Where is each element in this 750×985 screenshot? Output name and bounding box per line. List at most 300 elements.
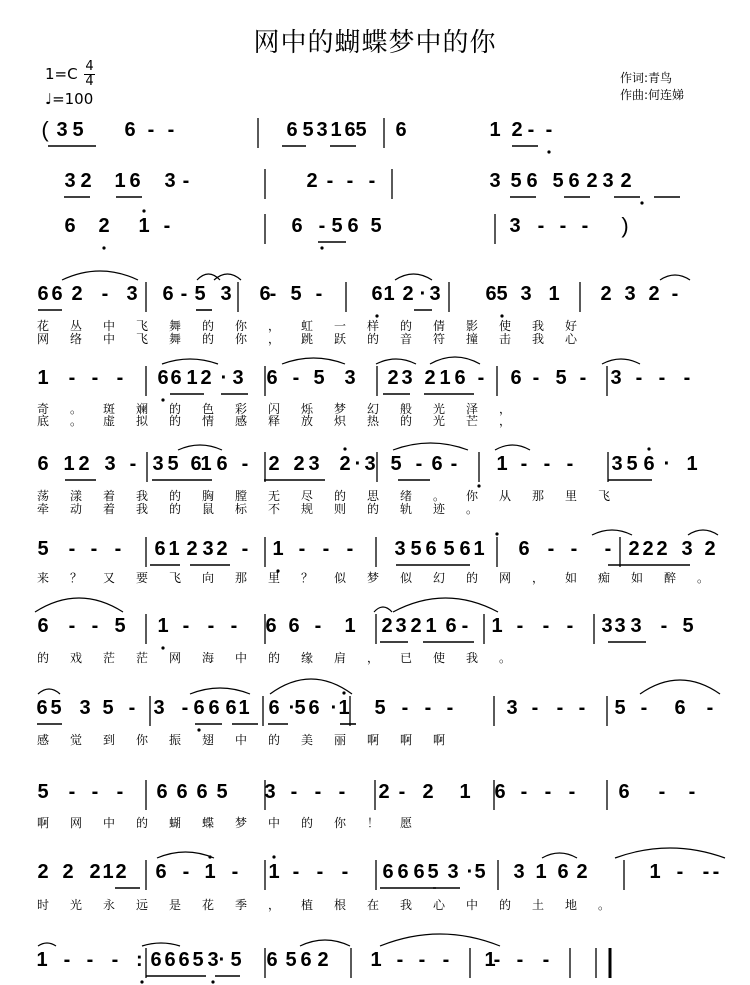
note: 5 (682, 615, 694, 637)
dotted-rhythm: · (220, 367, 228, 389)
extension-dash: - (424, 697, 432, 719)
note: 6 (288, 615, 300, 637)
slur-arc (300, 940, 350, 946)
note: 2 (293, 453, 305, 475)
extension-dash: - (442, 949, 450, 971)
extension-dash: - (578, 697, 586, 719)
extension-dash: - (545, 119, 553, 141)
octave-dot (211, 980, 214, 983)
slur-arc (430, 357, 480, 364)
slur-arc (197, 274, 220, 280)
time-numerator: 4 (85, 59, 94, 74)
extension-dash: - (86, 949, 94, 971)
octave-dot (640, 201, 643, 204)
note: 5 (302, 119, 314, 141)
note: 1 (383, 283, 395, 305)
extension-dash: - (676, 861, 684, 883)
extension-dash: - (68, 538, 76, 560)
note: 2 (410, 615, 422, 637)
lyric-line-1: 的戏茫茫网海中的缘肩，已使我。 (37, 651, 533, 665)
note: 2 (317, 949, 329, 971)
note: 6 (459, 538, 471, 560)
note: 5 (410, 538, 422, 560)
extension-dash: - (180, 283, 188, 305)
note: 5 (290, 283, 302, 305)
note: 2 (381, 615, 393, 637)
note: 3 (126, 283, 138, 305)
note: 2 (200, 367, 212, 389)
note: 6 (308, 697, 320, 719)
note: 6 (291, 215, 303, 237)
note: 1 (114, 170, 126, 192)
extension-dash: - (544, 781, 552, 803)
key-signature: 1=C (45, 65, 78, 83)
note: 3 (64, 170, 76, 192)
octave-dot (161, 646, 164, 649)
note: 6 (425, 538, 437, 560)
slur-arc (38, 943, 56, 946)
note: 3 (601, 615, 613, 637)
note: 6 (568, 170, 580, 192)
extension-dash: - (290, 781, 298, 803)
extension-dash: - (147, 119, 155, 141)
note: 3 (509, 215, 521, 237)
slur-arc (38, 689, 60, 694)
extension-dash: - (418, 949, 426, 971)
extension-dash: - (556, 697, 564, 719)
note: 6 (64, 215, 76, 237)
note: 6 (157, 367, 169, 389)
lyric-line-1: 荡漾着我的胸膛无尽的思绪。你从那里飞 (37, 489, 632, 503)
extension-dash: - (292, 861, 300, 883)
slur-arc (142, 943, 180, 946)
extension-dash: - (660, 615, 668, 637)
extension-dash: - (91, 781, 99, 803)
note: 3 (104, 453, 116, 475)
note: ( (41, 117, 49, 142)
note: 2 (339, 453, 351, 475)
note: 6 (155, 861, 167, 883)
slur-arc (282, 358, 345, 364)
note: 3 (611, 453, 623, 475)
note: 1 (489, 119, 501, 141)
note: 6 (485, 283, 497, 305)
note: 2 (402, 283, 414, 305)
slur-arc (495, 445, 530, 450)
slur-arc (157, 852, 214, 858)
note: 3 (520, 283, 532, 305)
dotted-rhythm: · (354, 453, 362, 475)
note: 1 (238, 697, 250, 719)
note: 6 (413, 861, 425, 883)
extension-dash: - (68, 367, 76, 389)
dotted-rhythm: · (466, 861, 474, 883)
note: 3 (207, 949, 219, 971)
note: 5 (194, 283, 206, 305)
extension-dash: - (114, 538, 122, 560)
note: 6 (37, 453, 49, 475)
note: 2 (80, 170, 92, 192)
extension-dash: - (396, 949, 404, 971)
octave-dot (500, 314, 503, 317)
note: 6 (347, 215, 359, 237)
note: 5 (192, 949, 204, 971)
note: 3 (602, 170, 614, 192)
note: 6 (208, 697, 220, 719)
extension-dash: - (68, 781, 76, 803)
note: 6 (300, 949, 312, 971)
slur-arc (178, 445, 222, 450)
note: 5 (390, 453, 402, 475)
extension-dash: - (318, 215, 326, 237)
note: 3 (264, 781, 276, 803)
note: 5 (474, 861, 486, 883)
note: 1 (548, 283, 560, 305)
note: 1 (484, 949, 496, 971)
slur-arc (380, 934, 500, 946)
note: 6 (494, 781, 506, 803)
extension-dash: - (542, 949, 550, 971)
note: 5 (443, 538, 455, 560)
note: 3 (394, 538, 406, 560)
extension-dash: - (688, 781, 696, 803)
note: 1 (200, 453, 212, 475)
note: 6 (176, 781, 188, 803)
slur-arc (190, 688, 250, 694)
note: 2 (306, 170, 318, 192)
extension-dash: - (269, 283, 277, 305)
lyric-line-1: 花丛中飞舞的你，虹一样的倩影使我好 (37, 319, 599, 333)
note: 6 (344, 119, 356, 141)
extension-dash: - (314, 615, 322, 637)
extension-dash: - (167, 119, 175, 141)
note: 3 (364, 453, 376, 475)
extension-dash: - (322, 538, 330, 560)
slur-arc (393, 443, 468, 450)
extension-dash: - (128, 697, 136, 719)
slur-arc (688, 530, 718, 535)
note: 5 (72, 119, 84, 141)
extension-dash: - (706, 697, 714, 719)
note: 6 (643, 453, 655, 475)
note: 2 (422, 781, 434, 803)
extension-dash: - (101, 283, 109, 305)
note: 5 (37, 781, 49, 803)
note: 5 (331, 215, 343, 237)
note: 5 (370, 215, 382, 237)
extension-dash: - (182, 615, 190, 637)
extension-dash: - (415, 453, 423, 475)
slur-arc (393, 598, 498, 612)
note: 5 (50, 697, 62, 719)
note: 3 (624, 283, 636, 305)
note: 1 (204, 861, 216, 883)
octave-dot (272, 855, 275, 858)
dotted-rhythm: · (663, 453, 671, 475)
note: 5 (285, 949, 297, 971)
extension-dash: - (604, 538, 612, 560)
extension-dash: - (658, 367, 666, 389)
note: 1 (686, 453, 698, 475)
tempo-marking: ♩=100 (45, 90, 94, 108)
slur-arc (62, 271, 138, 280)
note: 6 (618, 781, 630, 803)
extension-dash: - (182, 170, 190, 192)
note: 6 (124, 119, 136, 141)
note: : (136, 949, 143, 971)
dotted-rhythm: · (419, 283, 427, 305)
composer-credit: 作曲:何连娣 (620, 88, 685, 102)
note: 1 (102, 861, 114, 883)
note: 1 (268, 861, 280, 883)
extension-dash: - (547, 538, 555, 560)
note: 3 (79, 697, 91, 719)
note: 3 (513, 861, 525, 883)
extension-dash: - (531, 697, 539, 719)
note: 6 (129, 170, 141, 192)
extension-dash: - (527, 119, 535, 141)
note: 3 (489, 170, 501, 192)
slur-arc (35, 598, 123, 612)
note: 5 (510, 170, 522, 192)
note: 6 (150, 949, 162, 971)
extension-dash: - (346, 170, 354, 192)
song-title: 网中的蝴蝶梦中的你 (253, 28, 497, 58)
note: ) (621, 213, 629, 238)
lyric-line-2: 底。虚拟的情感释放炽热的光芒， (37, 414, 533, 428)
lyric-line-2: 网络中飞舞的你，跳跃的音符撞击我心 (37, 332, 599, 346)
extension-dash: - (520, 453, 528, 475)
note: 3 (164, 170, 176, 192)
note: 3 (447, 861, 459, 883)
note: 2 (115, 861, 127, 883)
octave-dot (343, 447, 346, 450)
note: 3 (316, 119, 328, 141)
note: 6 (190, 453, 202, 475)
note: 2 (71, 283, 83, 305)
note: 2 (387, 367, 399, 389)
note: 3 (232, 367, 244, 389)
note: 3 (152, 453, 164, 475)
extension-dash: - (570, 538, 578, 560)
extension-dash: - (68, 615, 76, 637)
extension-dash: - (292, 367, 300, 389)
note: 1 (425, 615, 437, 637)
extension-dash: - (568, 781, 576, 803)
extension-dash: - (450, 453, 458, 475)
extension-dash: - (91, 615, 99, 637)
extension-dash: - (579, 367, 587, 389)
note: 5 (216, 781, 228, 803)
extension-dash: - (163, 215, 171, 237)
note: 3 (202, 538, 214, 560)
note: 1 (496, 453, 508, 475)
extension-dash: - (181, 697, 189, 719)
note: 6 (445, 615, 457, 637)
extension-dash: - (111, 949, 119, 971)
slur-arc (395, 274, 432, 280)
note: 6 (431, 453, 443, 475)
note: 1 (473, 538, 485, 560)
octave-dot (197, 728, 200, 731)
note: 6 (266, 949, 278, 971)
extension-dash: - (640, 697, 648, 719)
note: 1 (36, 949, 48, 971)
slur-arc (640, 680, 720, 694)
note: 6 (397, 861, 409, 883)
note: 3 (681, 538, 693, 560)
extension-dash: - (398, 781, 406, 803)
lyric-line-1: 啊网中的蝴蝶梦中的你！愿 (37, 816, 434, 830)
note: 3 (506, 697, 518, 719)
note: 2 (704, 538, 716, 560)
extension-dash: - (477, 367, 485, 389)
slur-arc (615, 848, 725, 858)
note: 3 (401, 367, 413, 389)
slur-arc (592, 530, 632, 535)
note: 3 (220, 283, 232, 305)
note: 6 (286, 119, 298, 141)
note: 5 (294, 697, 306, 719)
note: 3 (429, 283, 441, 305)
lyric-line-1: 感觉到你振翅中的美丽啊啊啊 (37, 733, 467, 747)
note: 2 (620, 170, 632, 192)
note: 2 (78, 453, 90, 475)
extension-dash: - (516, 949, 524, 971)
note: 2 (37, 861, 49, 883)
note: 6 (265, 615, 277, 637)
note: 6 (51, 283, 63, 305)
lyric-line-1: 来？又要飞向那里？似梦似幻的网，如痴如醉。 (37, 571, 731, 585)
note: 1 (439, 367, 451, 389)
extension-dash: - (446, 697, 454, 719)
note: 1 (138, 215, 150, 237)
note: 5 (614, 697, 626, 719)
extension-dash: - (346, 538, 354, 560)
extension-dash: - (298, 538, 306, 560)
note: 1 (459, 781, 471, 803)
extension-dash: - (712, 861, 720, 883)
note: 2 (642, 538, 654, 560)
note: 2 (586, 170, 598, 192)
dotted-rhythm: · (288, 697, 296, 719)
lyric-line-2: 牵动着我的鼠标不规则的轨迹。 (37, 502, 500, 516)
extension-dash: - (658, 781, 666, 803)
slur-arc (162, 359, 218, 364)
note: 6 (225, 697, 237, 719)
note: 6 (164, 949, 176, 971)
note: 6 (510, 367, 522, 389)
note: 2 (378, 781, 390, 803)
extension-dash: - (566, 453, 574, 475)
note: 6 (395, 119, 407, 141)
extension-dash: - (338, 781, 346, 803)
extension-dash: - (241, 453, 249, 475)
octave-dot (495, 532, 498, 535)
note: 3 (344, 367, 356, 389)
note: 5 (313, 367, 325, 389)
extension-dash: - (315, 283, 323, 305)
time-denominator: 4 (85, 74, 94, 89)
extension-dash: - (543, 453, 551, 475)
note: 6 (371, 283, 383, 305)
extension-dash: - (702, 861, 710, 883)
slur-arc (376, 359, 416, 364)
lyric-line-1: 时光永远是花季，植根在我心中的土地。 (37, 898, 632, 912)
slur-arc (660, 275, 690, 280)
octave-dot (140, 980, 143, 983)
note: 6 (268, 697, 280, 719)
note: 2 (628, 538, 640, 560)
note: 3 (56, 119, 68, 141)
note: 5 (555, 367, 567, 389)
note: 5 (114, 615, 126, 637)
extension-dash: - (116, 781, 124, 803)
note: 2 (216, 538, 228, 560)
note: 3 (395, 615, 407, 637)
extension-dash: - (316, 861, 324, 883)
note: 2 (98, 215, 110, 237)
note: 2 (424, 367, 436, 389)
octave-dot (102, 246, 105, 249)
extension-dash: - (326, 170, 334, 192)
note: 6 (37, 615, 49, 637)
note: 6 (36, 697, 48, 719)
lyricist-credit: 作词:青鸟 (620, 71, 673, 85)
note: 5 (374, 697, 386, 719)
score-decorations (35, 118, 725, 984)
octave-dot (647, 447, 650, 450)
extension-dash: - (635, 367, 643, 389)
octave-dot (342, 691, 345, 694)
note: 2 (89, 861, 101, 883)
note: 6 (193, 697, 205, 719)
note: 1 (370, 949, 382, 971)
extension-dash: - (91, 367, 99, 389)
extension-dash: - (532, 367, 540, 389)
note: 6 (178, 949, 190, 971)
note: 6 (154, 538, 166, 560)
extension-dash: - (341, 861, 349, 883)
extension-dash: - (90, 538, 98, 560)
note: 6 (37, 283, 49, 305)
extension-dash: - (559, 215, 567, 237)
note: 2 (648, 283, 660, 305)
note: 3 (614, 615, 626, 637)
extension-dash: - (129, 453, 137, 475)
extension-dash: - (683, 367, 691, 389)
note: 3 (153, 697, 165, 719)
note: 1 (168, 538, 180, 560)
note: 6 (259, 283, 271, 305)
extension-dash: - (207, 615, 215, 637)
note: 6 (454, 367, 466, 389)
dotted-rhythm: · (218, 949, 226, 971)
note: 2 (62, 861, 74, 883)
note: 1 (338, 697, 350, 719)
extension-dash: - (314, 781, 322, 803)
note: 2 (511, 119, 523, 141)
extension-dash: - (182, 861, 190, 883)
dotted-rhythm: · (330, 697, 338, 719)
note: 5 (230, 949, 242, 971)
note: 6 (518, 538, 530, 560)
note: 1 (535, 861, 547, 883)
extension-dash: - (566, 615, 574, 637)
extension-dash: - (231, 861, 239, 883)
extension-dash: - (581, 215, 589, 237)
octave-dot (320, 246, 323, 249)
